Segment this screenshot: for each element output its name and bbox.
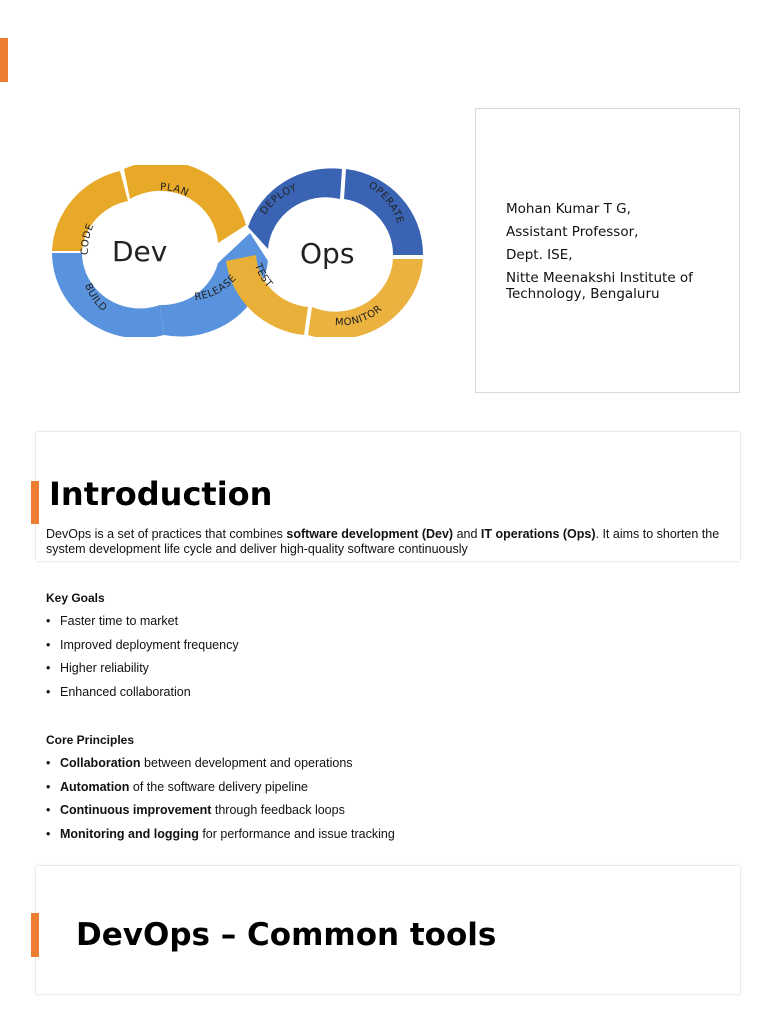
devops-infinity-logo <box>50 165 425 337</box>
svg-text:TEST: TEST <box>252 262 275 291</box>
author-department: Dept. ISE, <box>506 247 573 263</box>
intro-accent-bar <box>31 481 39 524</box>
list-item: • Enhanced collaboration <box>46 684 239 708</box>
common-tools-card <box>36 866 740 994</box>
list-item: • Automation of the software delivery pipeline <box>46 779 395 803</box>
svg-text:CODE: CODE <box>79 221 97 256</box>
list-item: • Higher reliability <box>46 660 239 684</box>
list-item: • Continuous improvement through feedback loops <box>46 802 395 826</box>
author-name: Mohan Kumar T G, <box>506 201 631 217</box>
svg-text:OPERATE: OPERATE <box>366 180 406 226</box>
list-item: • Faster time to market <box>46 613 239 637</box>
segment-operate <box>344 169 423 255</box>
author-institute: Nitte Meenakshi Institute of Technology, Bengaluru <box>506 270 693 302</box>
author-card <box>475 108 740 393</box>
list-item: • Collaboration between development and operations <box>46 755 395 779</box>
svg-text:RELEASE: RELEASE <box>193 272 239 304</box>
core-principles-heading: Core Principles <box>46 733 135 747</box>
introduction-card <box>36 432 740 561</box>
intro-title: Introduction <box>49 475 273 513</box>
svg-text:PLAN: PLAN <box>159 181 191 199</box>
key-goals-heading: Key Goals <box>46 591 105 605</box>
logo-ops-label: Ops <box>300 237 355 270</box>
svg-text:MONITOR: MONITOR <box>334 303 385 329</box>
segment-monitor <box>308 259 423 337</box>
top-accent-bar <box>0 38 8 82</box>
svg-text:BUILD: BUILD <box>82 281 109 315</box>
segment-plan <box>124 165 246 243</box>
logo-dev-label: Dev <box>112 235 168 268</box>
devops-logo-graphic <box>50 165 425 337</box>
tools-title: DevOps – Common tools <box>76 917 497 953</box>
core-principles-list <box>46 755 395 849</box>
svg-text:DEPLOY: DEPLOY <box>258 182 299 217</box>
list-item: • Improved deployment frequency <box>46 637 239 661</box>
list-item: • Monitoring and logging for performance and issue tracking <box>46 826 395 850</box>
author-designation: Assistant Professor, <box>506 224 639 240</box>
key-goals-list <box>46 613 239 707</box>
tools-accent-bar <box>31 913 39 957</box>
intro-paragraph: DevOps is a set of practices that combines software development (Dev) and IT operations (Ops). It aims to shorten the system development life cycle and deliver high-quality software continuously <box>46 527 720 556</box>
author-details <box>506 201 731 309</box>
